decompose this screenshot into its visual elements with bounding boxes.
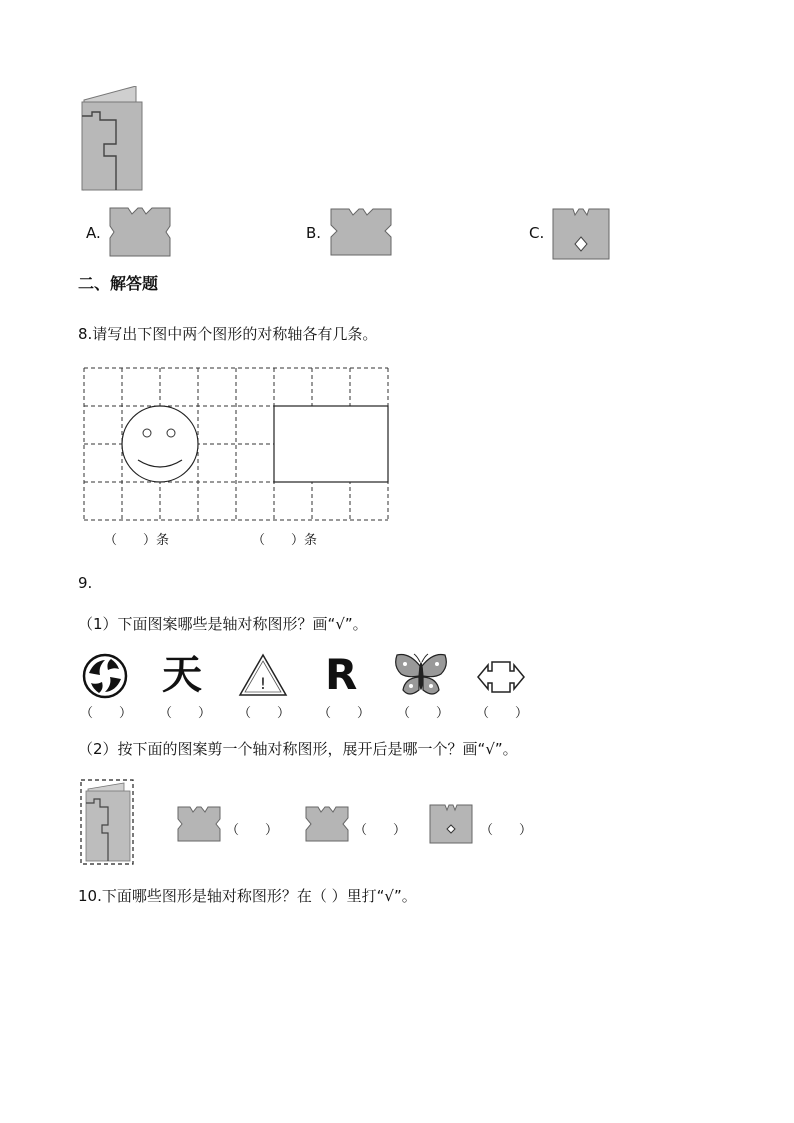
notched-card-icon [304, 805, 350, 843]
answer-blank[interactable]: （ ） [238, 706, 291, 721]
dashed-grid-figure [82, 366, 392, 524]
answer-blank[interactable]: （ ） [159, 706, 212, 721]
notched-card-icon [108, 206, 172, 258]
answer-blank[interactable]: （ ） [480, 823, 533, 838]
question-10-text: 10.下面哪些图形是轴对称图形？在（ ）里打“√”。 [78, 887, 417, 905]
answer-blank-1[interactable]: （ ）条 [104, 533, 170, 548]
question-8-text: 8.请写出下图中两个图形的对称轴各有几条。 [78, 325, 378, 343]
option-c-label: C. [529, 224, 545, 242]
answer-blank[interactable]: （ ） [226, 823, 279, 838]
folded-paper-figure [78, 86, 148, 192]
notched-card-diamond-icon [551, 207, 611, 261]
folded-paper-small-figure [80, 779, 134, 865]
notched-card-icon [329, 207, 393, 257]
answer-blank[interactable]: （ ） [354, 823, 407, 838]
question-9-part1-text: （1）下面图案哪些是轴对称图形？画“√”。 [78, 615, 368, 633]
tian-character-icon: 天 [162, 652, 202, 698]
notched-card-diamond-icon [428, 803, 474, 845]
answer-blank[interactable]: （ ） [80, 706, 133, 721]
double-arrow-icon [476, 660, 526, 694]
warning-triangle-icon [238, 652, 288, 698]
svg-text:!: ! [259, 674, 267, 693]
answer-blank[interactable]: （ ） [476, 706, 529, 721]
question-9-number: 9. [78, 574, 93, 592]
option-b-label: B. [306, 224, 322, 242]
answer-blank[interactable]: （ ） [397, 706, 450, 721]
butterfly-icon [393, 652, 449, 700]
answer-blank[interactable]: （ ） [318, 706, 371, 721]
answer-blank-2[interactable]: （ ）条 [252, 533, 318, 548]
smiley-face-icon [122, 406, 198, 482]
letter-r-icon: R [325, 650, 358, 699]
question-9-part2-text: （2）按下面的图案剪一个轴对称图形，展开后是哪一个？画“√”。 [78, 740, 518, 758]
option-a-label: A. [86, 224, 101, 242]
rectangle-shape [274, 406, 388, 482]
notched-card-icon [176, 805, 222, 843]
section-title: 二、解答题 [78, 274, 159, 293]
dongfeng-logo-icon [82, 653, 128, 699]
